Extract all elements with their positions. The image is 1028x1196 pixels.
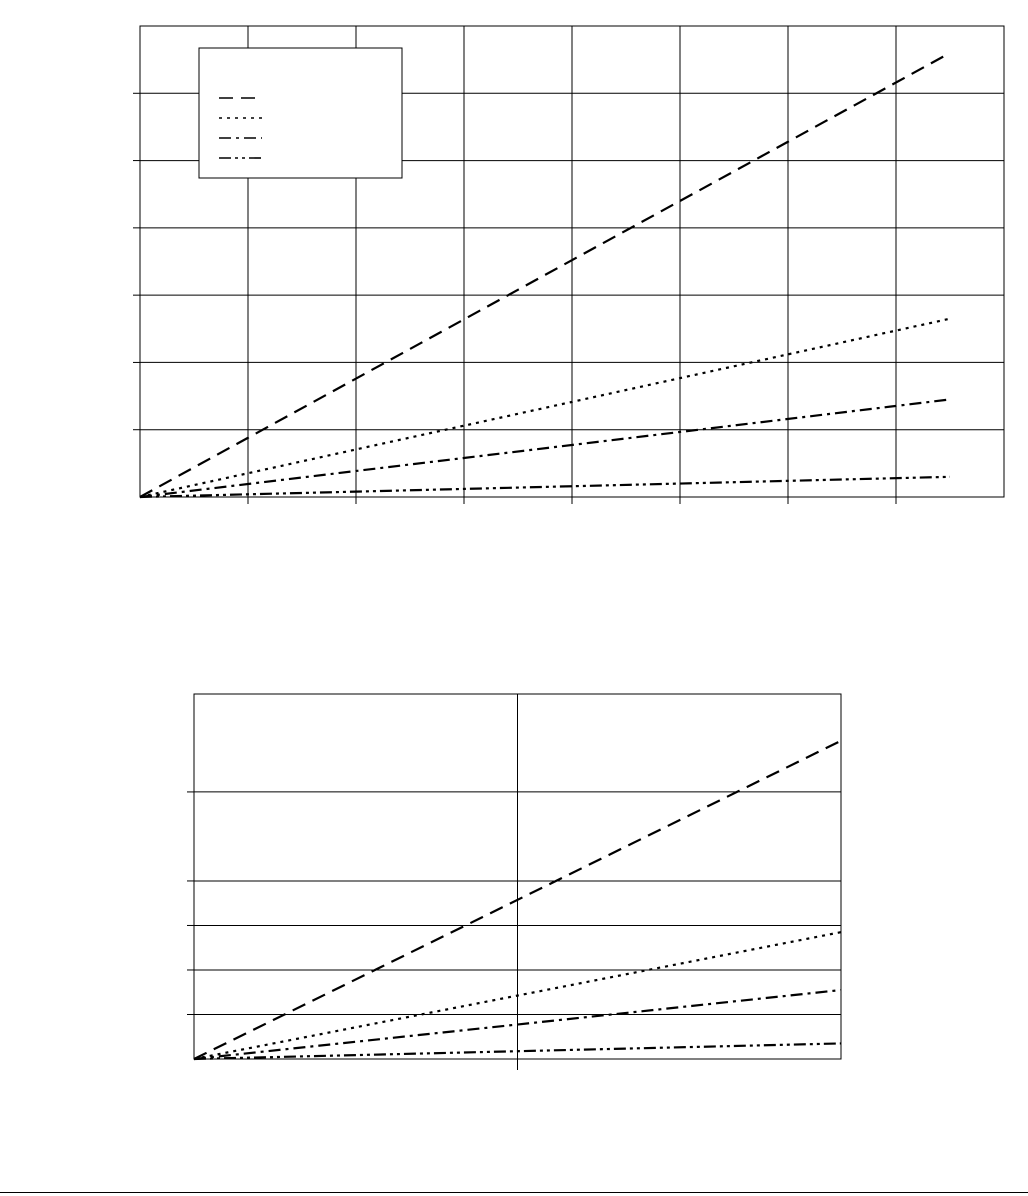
line-chart-top	[0, 0, 1028, 520]
series-line-dash-dot	[140, 399, 950, 497]
legend	[199, 48, 402, 178]
series-line-dotted	[140, 319, 950, 497]
footer-rule	[0, 1192, 1028, 1193]
line-chart-bottom	[0, 560, 1028, 1160]
series-line-dash-dot-dot	[140, 477, 950, 497]
